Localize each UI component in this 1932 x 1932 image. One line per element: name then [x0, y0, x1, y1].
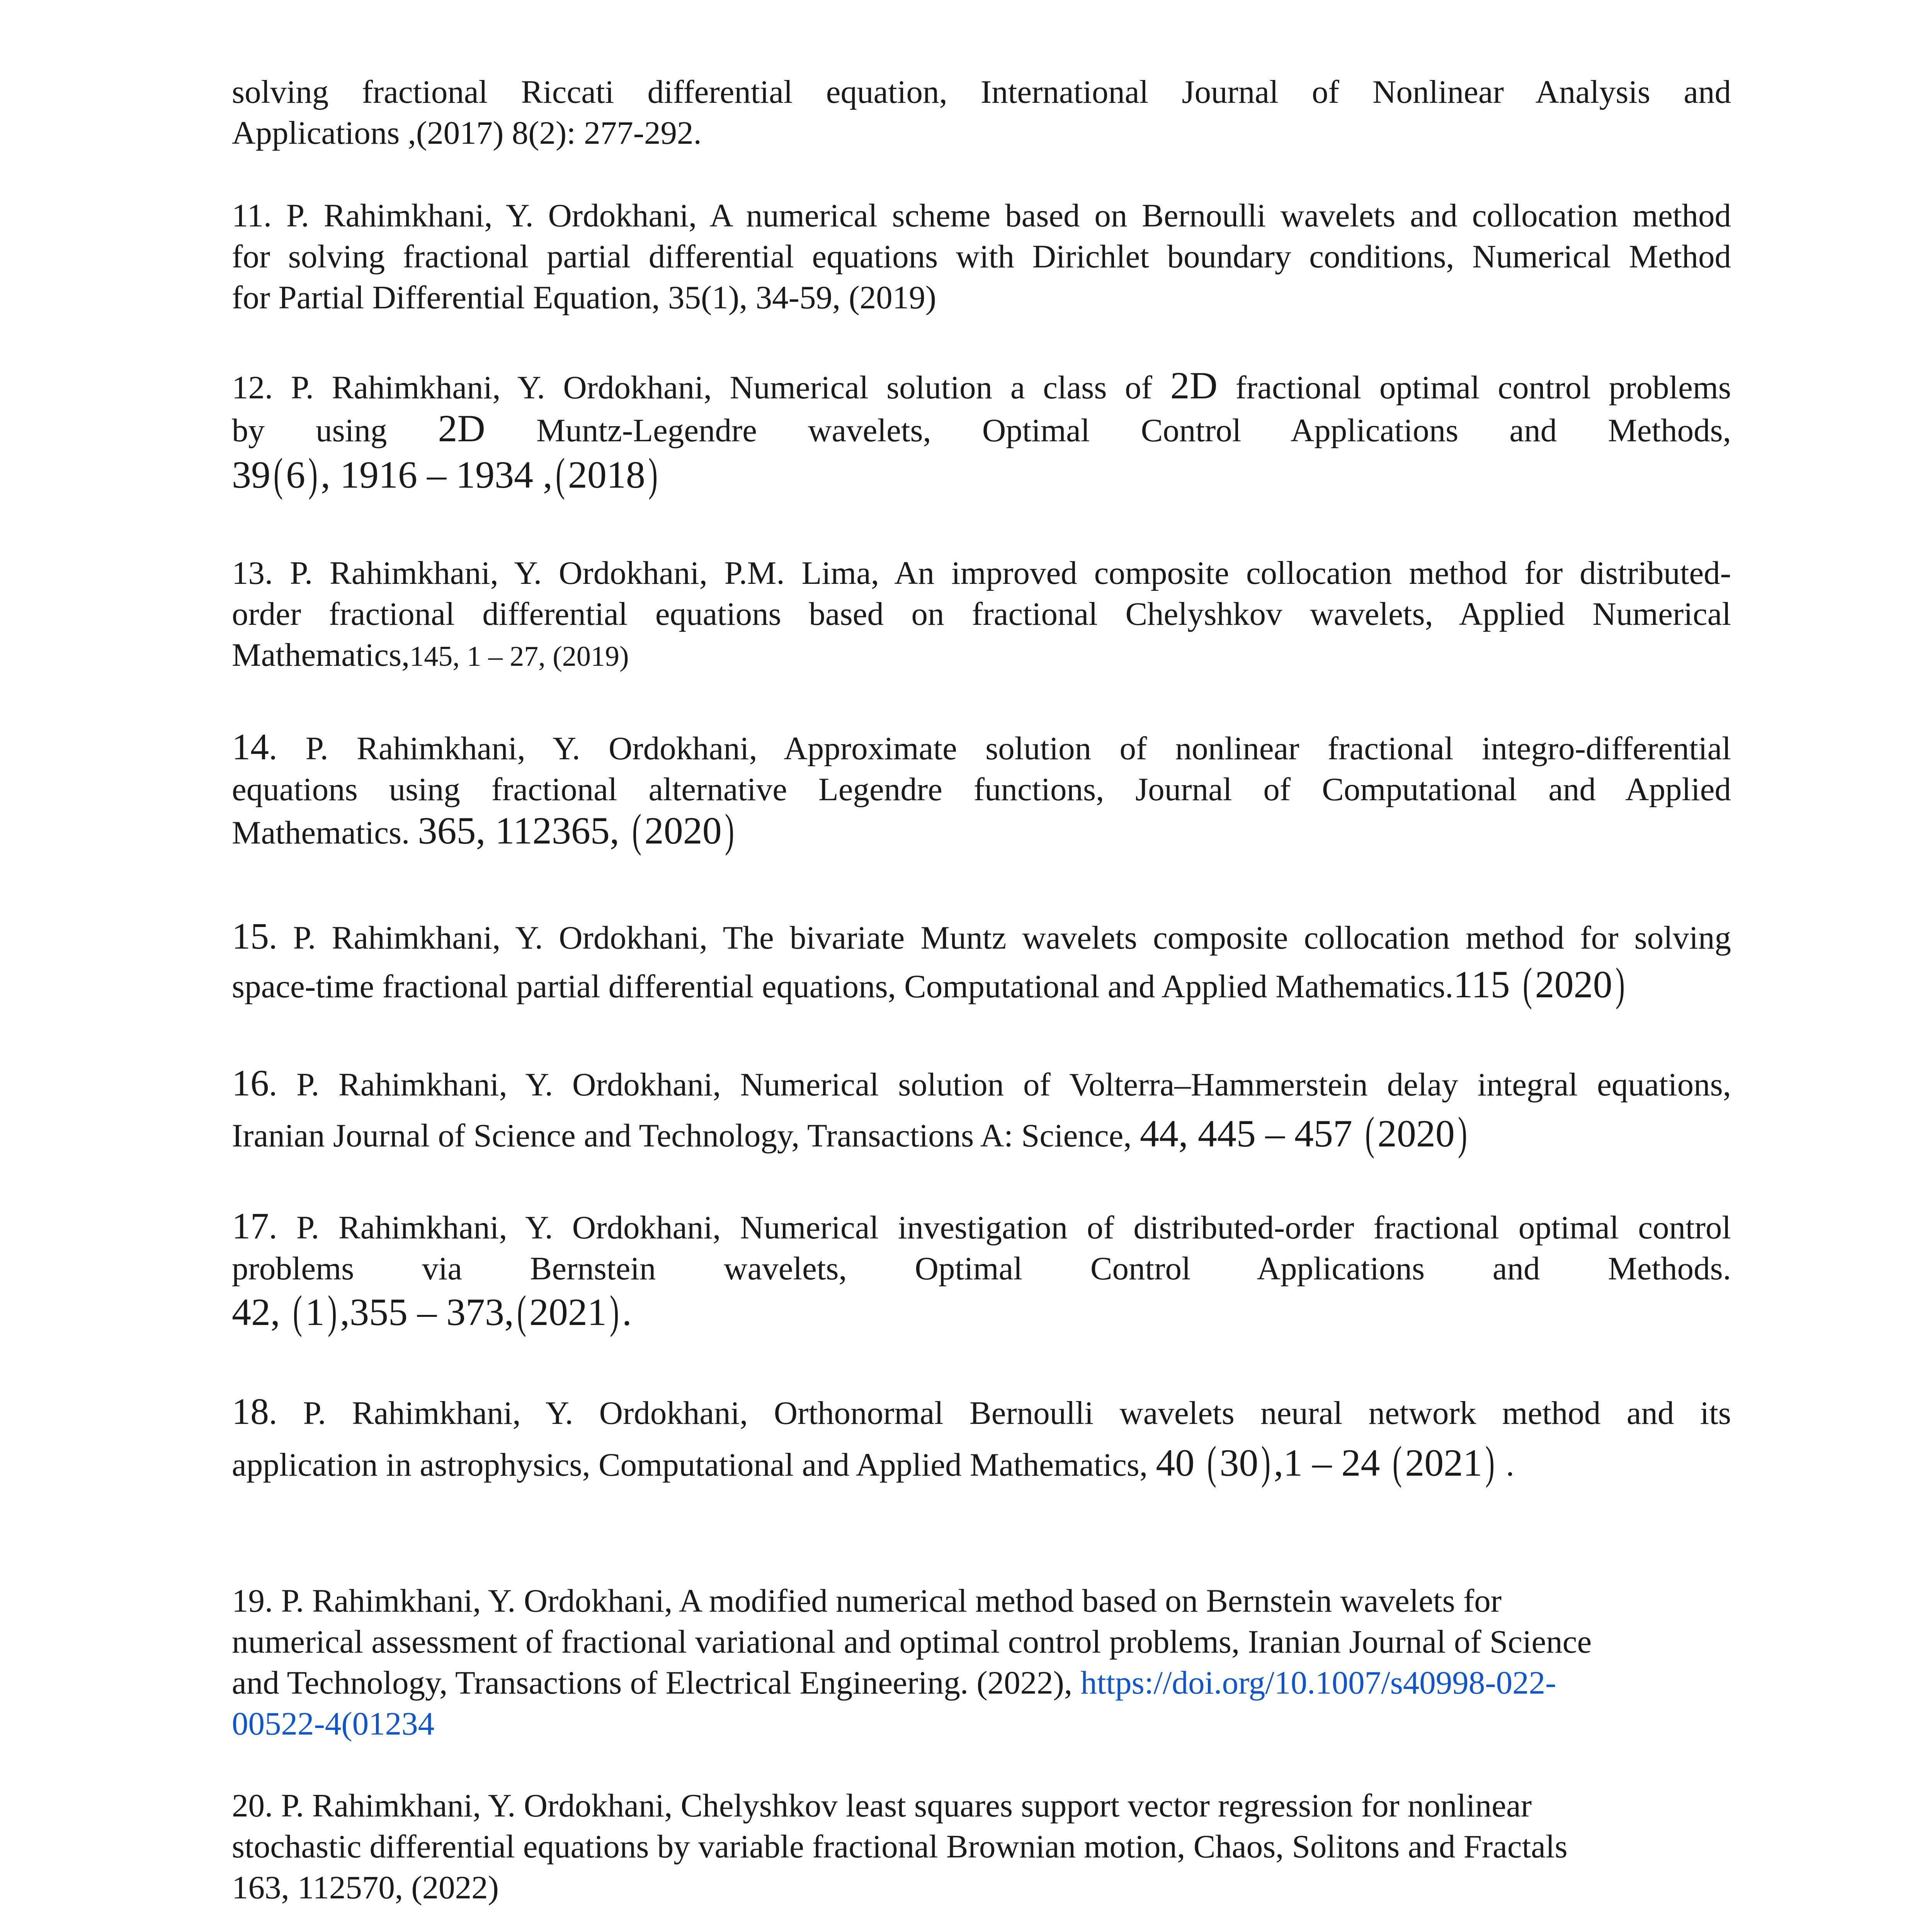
reference-line: 42, (1),355 – 373,(2021). — [232, 1286, 632, 1337]
reference-line: 19. P. Rahimkhani, Y. Ordokhani, A modified numerical method based on Bernstein wavelets for — [232, 1583, 1502, 1619]
reference-line: 15. P. Rahimkhani, Y. Ordokhani, The bivariate Muntz wavelets composite collocation method for solving — [232, 915, 1731, 957]
reference-line: 11. P. Rahimkhani, Y. Ordokhani, A numerical scheme based on Bernoulli wavelets and collocation method — [232, 197, 1731, 234]
reference-line: by using 2D Muntz-Legendre wavelets, Optimal Control Applications and Methods, — [232, 407, 1731, 450]
reference-line: 14. P. Rahimkhani, Y. Ordokhani, Approximate solution of nonlinear fractional integro-differential — [232, 726, 1731, 767]
reference-line: and Technology, Transactions of Electrical Engineering. (2022), https://doi.org/10.1007/s40998-022- — [232, 1665, 1556, 1701]
math-2d: 2D — [438, 407, 485, 450]
reference-line: for solving fractional partial differential equations with Dirichlet boundary conditions, Numerical Method — [232, 238, 1731, 275]
reference-line: 20. P. Rahimkhani, Y. Ordokhani, Chelyshkov least squares support vector regression for nonlinear — [232, 1787, 1532, 1824]
reference-14 — [232, 726, 1731, 856]
reference-line: stochastic differential equations by variable fractional Brownian motion, Chaos, Solitons and Fractals — [232, 1828, 1568, 1865]
reference-line: 163, 112570, (2022) — [232, 1869, 499, 1906]
doi-link[interactable]: https://doi.org/10.1007/s40998-022- — [1080, 1665, 1556, 1701]
reference-17 — [232, 1205, 1731, 1337]
reference-line: solving fractional Riccati differential equation, International Journal of Nonlinear Analysis and — [232, 74, 1731, 110]
reference-line: 39(6), 1916 – 1934 ,(2018) — [232, 449, 658, 500]
reference-13 — [232, 553, 1731, 677]
doi-link-continued[interactable]: 00522-4(01234 — [232, 1706, 435, 1742]
reference-line: 18. P. Rahimkhani, Y. Ordokhani, Orthonormal Bernoulli wavelets neural network method and its — [232, 1391, 1731, 1432]
reference-line: order fractional differential equations based on fractional Chelyshkov wavelets, Applied Numerical — [232, 596, 1731, 632]
reference-11 — [232, 195, 1731, 318]
reference-line: 13. P. Rahimkhani, Y. Ordokhani, P.M. Lima, An improved composite collocation method for distributed- — [232, 555, 1731, 591]
reference-line: problems via Bernstein wavelets, Optimal Control Applications and Methods. — [232, 1250, 1731, 1287]
reference-line: Applications ,(2017) 8(2): 277-292. — [232, 115, 702, 151]
reference-line: space-time fractional partial differential equations, Computational and Applied Mathematics.115 (2020) — [232, 958, 1625, 1010]
reference-19 — [232, 1580, 1731, 1744]
reference-18 — [232, 1391, 1731, 1488]
reference-line: Mathematics,145, 1 – 27, (2019) — [232, 637, 629, 673]
reference-16 — [232, 1062, 1731, 1159]
reference-line: 12. P. Rahimkhani, Y. Ordokhani, Numerical solution a class of 2D fractional optimal control problems — [232, 364, 1731, 407]
reference-20 — [232, 1785, 1731, 1908]
reference-line: Mathematics. 365, 112365, (2020) — [232, 804, 734, 856]
document-page — [232, 0, 1731, 1932]
reference-line: Iranian Journal of Science and Technology, Transactions A: Science, 44, 445 – 457 (2020) — [232, 1107, 1467, 1159]
reference-line: application in astrophysics, Computational and Applied Mathematics, 40 (30),1 – 24 (2021) . — [232, 1437, 1514, 1488]
reference-line: numerical assessment of fractional variational and optimal control problems, Iranian Journal of Science — [232, 1624, 1592, 1660]
reference-line: for Partial Differential Equation, 35(1), 34-59, (2019) — [232, 279, 937, 316]
reference-10-continued — [232, 71, 1731, 153]
reference-line: 16. P. Rahimkhani, Y. Ordokhani, Numerical solution of Volterra–Hammerstein delay integral equations, — [232, 1062, 1731, 1104]
reference-line: 17. P. Rahimkhani, Y. Ordokhani, Numerical investigation of distributed-order fractional optimal control — [232, 1205, 1731, 1247]
reference-line: equations using fractional alternative Legendre functions, Journal of Computational and Applied — [232, 771, 1731, 808]
reference-15 — [232, 915, 1731, 1010]
math-2d: 2D — [1170, 364, 1218, 407]
reference-12 — [232, 364, 1731, 500]
